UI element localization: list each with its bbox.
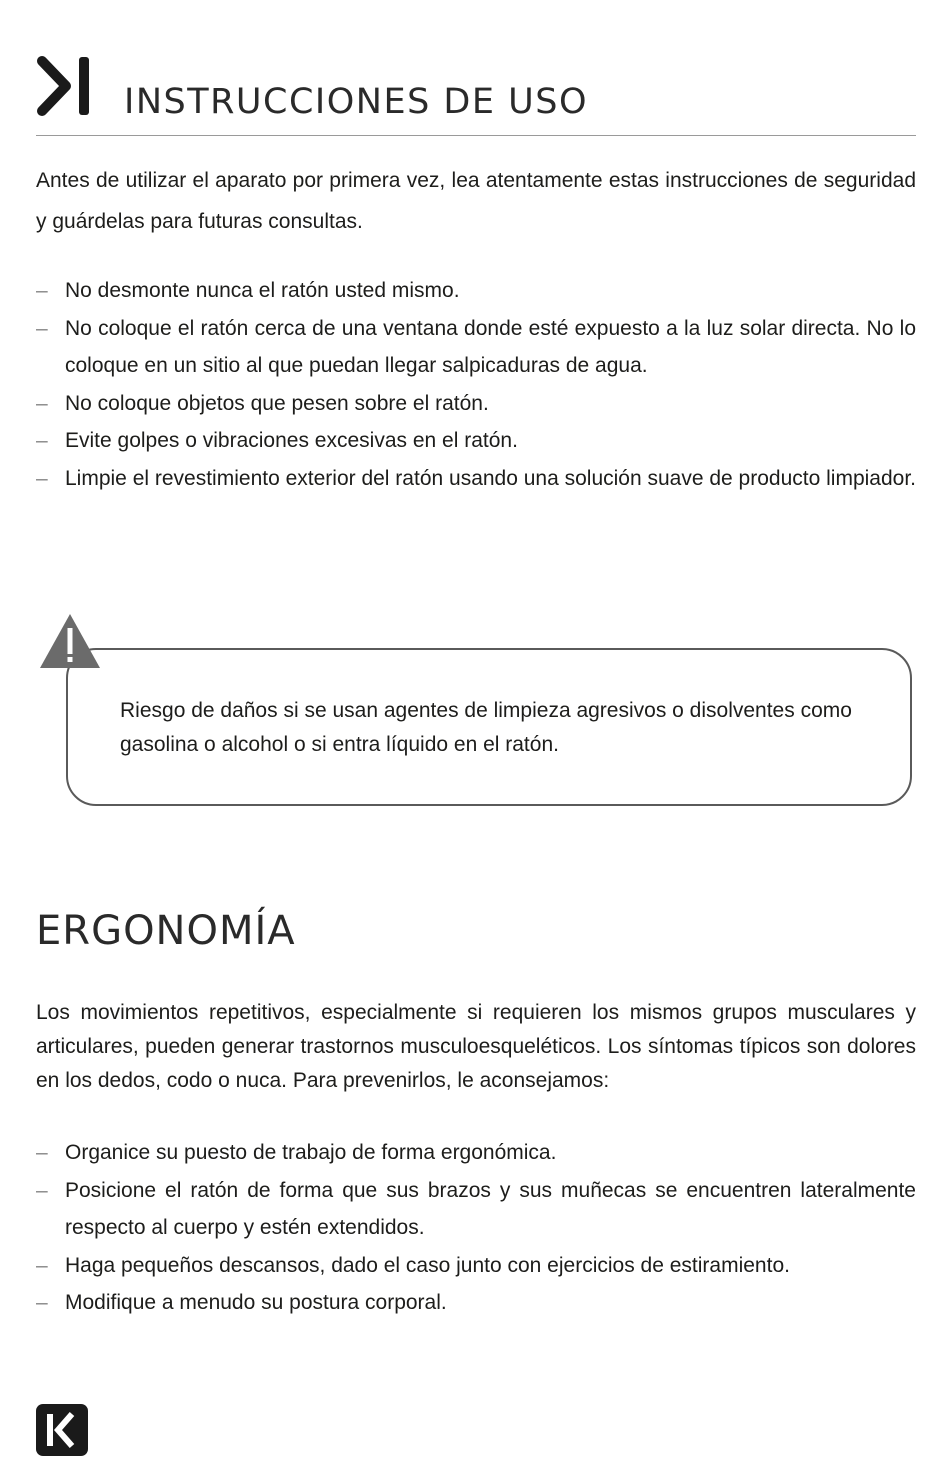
page-title: INSTRUCCIONES DE USO <box>124 82 588 122</box>
list-item <box>36 385 916 423</box>
dash-bullet: – <box>36 1291 48 1314</box>
list-item <box>36 272 916 310</box>
list-item-text: Posicione el ratón de forma que sus brazos y sus muñecas se encuentren lateralmente respecto al cuerpo y estén extendidos. <box>65 1178 916 1239</box>
list-item-text: Modifique a menudo su postura corporal. <box>65 1291 447 1314</box>
list-item <box>36 1247 916 1285</box>
list-item-text: Organice su puesto de trabajo de forma ergonómica. <box>65 1141 557 1164</box>
header-divider <box>36 135 916 136</box>
dash-bullet: – <box>36 1141 48 1164</box>
dash-bullet: – <box>36 1253 48 1277</box>
list-item-text: No coloque el ratón cerca de una ventana donde esté expuesto a la luz solar directa. No lo coloque en un sitio al que puedan llegar salpicaduras de agua. <box>65 316 916 377</box>
warning-text: Riesgo de daños si se usan agentes de limpieza agresivos o disolventes como gasolina o alcohol o si entra líquido en el ratón. <box>120 699 852 756</box>
dash-bullet: – <box>36 466 48 490</box>
ergonomics-paragraph: Los movimientos repetitivos, especialmente si requieren los mismos grupos musculares y articulares, pueden generar trastornos musculoesqueléticos. Los síntomas típicos son dolores en los dedos, codo o nuca. Para prevenirlos, le aconsejamos: <box>36 1001 916 1092</box>
list-item <box>36 1134 916 1172</box>
list-item-text: No desmonte nunca el ratón usted mismo. <box>65 279 460 302</box>
list-item-text: Limpie el revestimiento exterior del ratón usando una solución suave de producto limpiador. <box>65 466 916 490</box>
k-arrow-logo-icon <box>36 55 92 117</box>
k-brand-logo-icon <box>36 1404 88 1456</box>
dash-bullet: – <box>36 279 48 302</box>
list-item-text: Evite golpes o vibraciones excesivas en el ratón. <box>65 429 518 452</box>
intro-paragraph: Antes de utilizar el aparato por primera vez, lea atentamente estas instrucciones de seguridad y guárdelas para futuras consultas. <box>36 169 916 233</box>
dash-bullet: – <box>36 429 48 452</box>
list-item <box>36 422 916 460</box>
list-item <box>36 310 916 385</box>
list-item-text: No coloque objetos que pesen sobre el ratón. <box>65 391 489 415</box>
list-item <box>36 1172 916 1247</box>
dash-bullet: – <box>36 391 48 415</box>
safety-list <box>36 272 916 497</box>
list-item <box>36 1284 916 1322</box>
list-item <box>36 460 916 498</box>
dash-bullet: – <box>36 316 48 340</box>
dash-bullet: – <box>36 1178 48 1202</box>
ergonomics-list <box>36 1134 916 1322</box>
section-title-ergonomics: ERGONOMÍA <box>36 908 296 954</box>
warning-triangle-icon <box>38 612 102 670</box>
list-item-text: Haga pequeños descansos, dado el caso junto con ejercicios de estiramiento. <box>65 1253 790 1277</box>
